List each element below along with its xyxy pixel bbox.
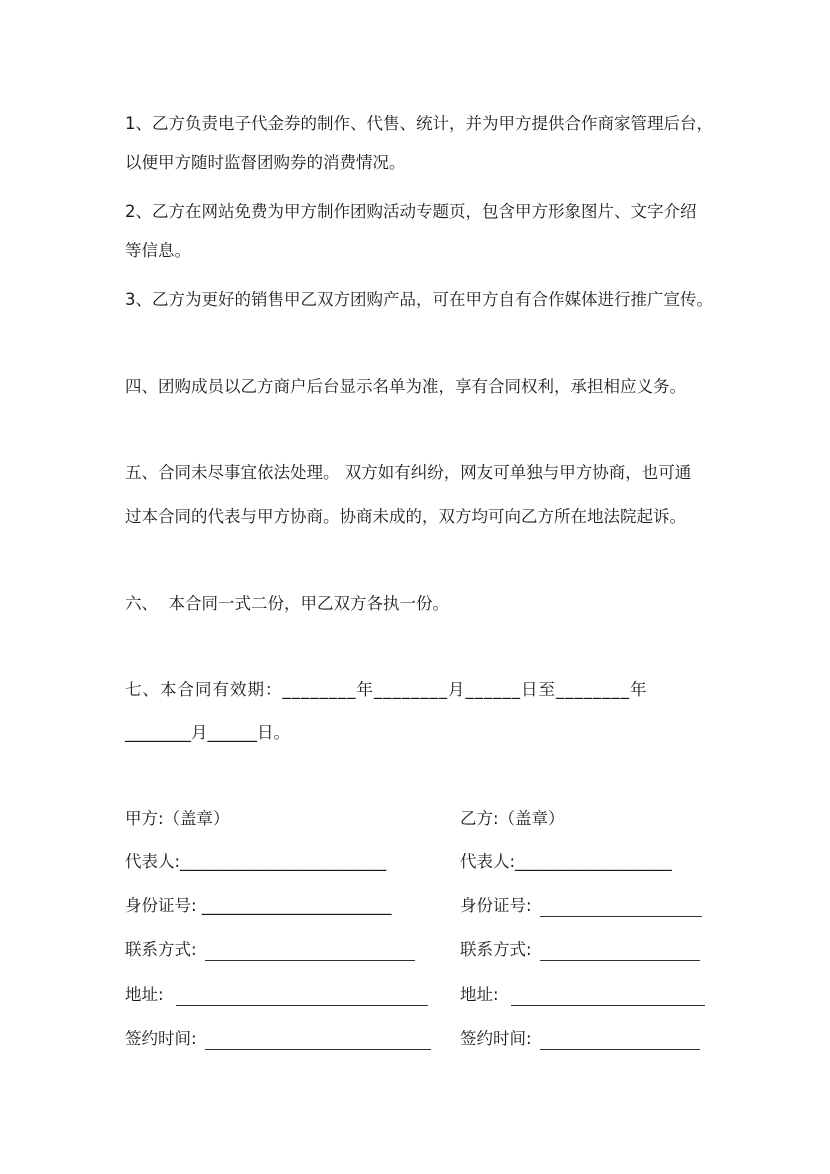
clause-5-line-2: 过本合同的代表与甲方协商。协商未成的，双方均可向乙方所在地法院起诉。 — [125, 507, 686, 526]
party-a-id: 身份证号: _______________________ — [125, 896, 392, 915]
clause-2-line-1: 2、乙方在网站免费为甲方制作团购活动专题页，包含甲方形象图片、文字介绍 — [125, 202, 697, 221]
party-a-contact-line — [205, 944, 415, 961]
party-a-title: 甲方:（盖章） — [125, 809, 230, 828]
party-b-id-line — [540, 900, 702, 917]
clause-1-line-1: 1、乙方负责电子代金券的制作、代售、统计，并为甲方提供合作商家管理后台， — [125, 114, 713, 133]
party-a-date-line — [205, 1033, 431, 1050]
clause-1-line-2: 以便甲方随时监督团购券的消费情况。 — [125, 153, 406, 172]
party-b-contact-label: 联系方式: — [460, 940, 532, 959]
party-b-rep: 代表人:___________________ — [460, 852, 672, 871]
party-b-address-line — [511, 989, 705, 1006]
party-b-contact-line — [540, 944, 700, 961]
clause-2-line-2: 等信息。 — [125, 241, 191, 260]
party-a-address-line — [176, 989, 428, 1006]
party-a-contact — [125, 939, 415, 961]
clause-7-line-2: ________月______日。 — [125, 723, 290, 742]
clause-4: 四、团购成员以乙方商户后台显示名单为准，享有合同权利，承担相应义务。 — [125, 377, 686, 396]
clause-7-line-1: 七、本合同有效期：________年________月______日至________年 — [125, 680, 648, 699]
party-b-date-label: 签约时间: — [460, 1029, 532, 1048]
clause-5-line-1: 五、合同未尽事宜依法处理。 双方如有纠纷，网友可单独与甲方协商，也可通 — [125, 463, 692, 482]
party-b-id-label: 身份证号: — [460, 896, 532, 915]
party-a-date-label: 签约时间: — [125, 1029, 197, 1048]
party-b-contact — [460, 939, 700, 961]
party-b-date — [460, 1028, 700, 1050]
party-b-title: 乙方:（盖章） — [460, 809, 565, 828]
party-b-date-line — [540, 1033, 700, 1050]
party-a-rep: 代表人:_________________________ — [125, 852, 387, 871]
party-b-address-label: 地址: — [460, 985, 499, 1004]
party-a-contact-label: 联系方式: — [125, 940, 197, 959]
clause-3: 3、乙方为更好的销售甲乙双方团购产品，可在甲方自有合作媒体进行推广宣传。 — [125, 290, 713, 309]
party-a-date — [125, 1028, 431, 1050]
party-b-address — [460, 984, 705, 1006]
party-a-address-label: 地址: — [125, 985, 164, 1004]
party-b-id — [460, 895, 702, 917]
clause-6: 六、 本合同一式二份，甲乙双方各执一份。 — [125, 594, 449, 613]
party-a-address — [125, 984, 428, 1006]
